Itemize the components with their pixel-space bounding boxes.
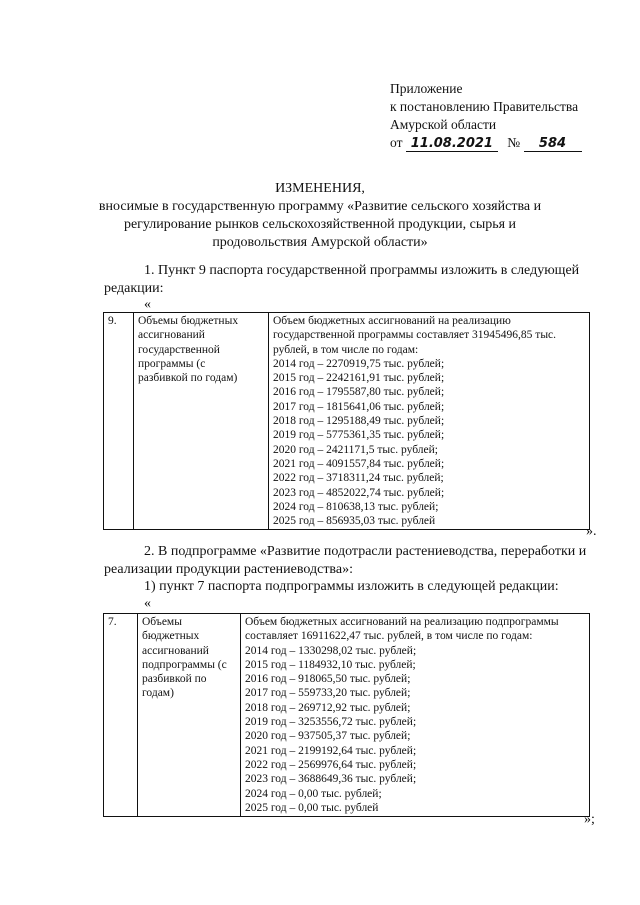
decree-number: 584: [524, 137, 582, 152]
item2-open-quote: «: [144, 596, 151, 611]
item2-text-line1: 2. В подпрограмме «Развитие подотрасли растениеводства, переработки и: [144, 544, 587, 559]
label-line: подпрограммы (с: [142, 658, 227, 671]
year-amount: 2023 год – 4852022,74 тыс. рублей;: [273, 486, 445, 499]
date-prefix: от: [390, 135, 403, 150]
year-amount: 2018 год – 1295188,49 тыс. рублей;: [273, 415, 445, 428]
year-amount: 2021 год – 4091557,84 тыс. рублей;: [273, 457, 445, 470]
item1-close-quote: ».: [586, 524, 597, 539]
appendix-block: [390, 80, 582, 152]
intro-line: рублей, в том числе по годам:: [273, 343, 419, 356]
item2-table: [103, 613, 590, 817]
year-amount: 2024 год – 810638,13 тыс. рублей;: [273, 500, 439, 513]
item1-text-line2: редакции:: [104, 281, 164, 296]
intro-line: государственной программы составляет 31945496,85 тыс.: [273, 329, 557, 342]
year-amount: 2025 год – 856935,03 тыс. рублей: [273, 515, 436, 528]
year-amount: 2025 год – 0,00 тыс. рублей: [245, 801, 379, 814]
appendix-line-2: к постановлению Правительства: [390, 99, 579, 114]
label-line: разбивкой по: [142, 673, 207, 686]
year-amount: 2020 год – 2421171,5 тыс. рублей;: [273, 443, 438, 456]
item1-label-cell: [134, 313, 269, 530]
label-line: бюджетных: [142, 630, 200, 643]
year-amount: 2022 год – 3718311,24 тыс. рублей;: [273, 472, 444, 485]
item1-table: [103, 312, 590, 530]
year-amount: 2024 год – 0,00 тыс. рублей;: [245, 787, 382, 800]
document-subtitle-1: вносимые в государственную программу «Развитие сельского хозяйства и: [98, 199, 542, 214]
item2-text-line2: реализации продукции растениеводства»:: [104, 562, 353, 577]
item1-row-number: 9.: [104, 313, 134, 530]
label-line: годам): [142, 687, 174, 700]
item1-amounts-cell: [269, 313, 590, 530]
item2-amounts-cell: [241, 614, 590, 817]
document-subtitle-3: продовольствия Амурской области»: [212, 235, 428, 250]
year-amount: 2016 год – 1795587,80 тыс. рублей;: [273, 386, 445, 399]
year-amount: 2023 год – 3688649,36 тыс. рублей;: [245, 773, 417, 786]
year-amount: 2016 год – 918065,50 тыс. рублей;: [245, 673, 411, 686]
label-line: ассигнований: [142, 644, 209, 657]
year-amount: 2019 год – 3253556,72 тыс. рублей;: [245, 716, 417, 729]
item2-subitem-1: 1) пункт 7 паспорта подпрограммы изложить в следующей редакции:: [144, 579, 559, 594]
document-subtitle-2: регулирование рынков сельскохозяйственной продукции, сырья и: [123, 217, 517, 232]
label-line: разбивкой по годам): [138, 372, 238, 385]
year-amount: 2015 год – 1184932,10 тыс. рублей;: [245, 658, 416, 671]
item1-open-quote: «: [144, 297, 151, 312]
number-sign: №: [507, 135, 521, 150]
year-amount: 2021 год – 2199192,64 тыс. рублей;: [245, 744, 417, 757]
table-row: [104, 614, 590, 817]
table-row: [104, 313, 590, 530]
item2-label-cell: [138, 614, 241, 817]
label-line: ассигнований: [138, 329, 205, 342]
decree-date: 11.08.2021: [406, 137, 498, 152]
year-amount: 2018 год – 269712,92 тыс. рублей;: [245, 701, 411, 714]
year-amount: 2015 год – 2242161,91 тыс. рублей;: [273, 372, 445, 385]
label-line: государственной: [138, 343, 220, 356]
label-line: Объемы бюджетных: [138, 315, 239, 327]
year-amount: 2014 год – 1330298,02 тыс. рублей;: [245, 644, 417, 657]
intro-line: Объем бюджетных ассигнований на реализацию: [273, 315, 511, 327]
appendix-line-3: Амурской области: [390, 117, 497, 132]
year-amount: 2022 год – 2569976,64 тыс. рублей;: [245, 758, 417, 771]
year-amount: 2014 год – 2270919,75 тыс. рублей;: [273, 357, 445, 370]
item2-row-number: 7.: [104, 614, 138, 817]
appendix-date-line: [390, 134, 582, 152]
year-amount: 2019 год – 5775361,35 тыс. рублей;: [273, 429, 445, 442]
item2-close-quote: »;: [584, 812, 595, 827]
document-heading: ИЗМЕНЕНИЯ,: [275, 181, 365, 196]
label-line: Объемы: [142, 616, 182, 628]
year-amount: 2017 год – 559733,20 тыс. рублей;: [245, 687, 411, 700]
label-line: программы (с: [138, 357, 206, 370]
year-amount: 2017 год – 1815641,06 тыс. рублей;: [273, 400, 445, 413]
intro-line: Объем бюджетных ассигнований на реализацию подпрограммы: [245, 616, 559, 628]
appendix-title: Приложение: [390, 81, 463, 96]
year-amount: 2020 год – 937505,37 тыс. рублей;: [245, 730, 411, 743]
intro-line: составляет 16911622,47 тыс. рублей, в том числе по годам:: [245, 630, 533, 643]
item1-text-line1: 1. Пункт 9 паспорта государственной программы изложить в следующей: [144, 263, 580, 278]
